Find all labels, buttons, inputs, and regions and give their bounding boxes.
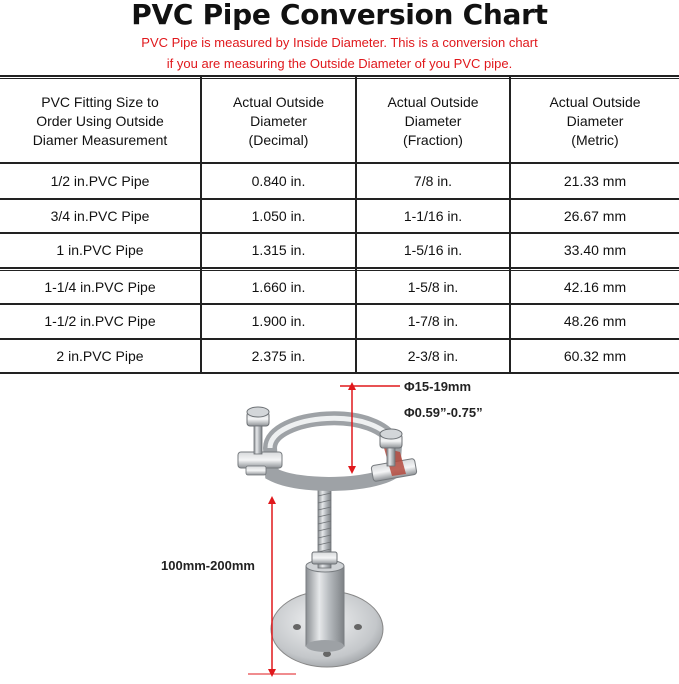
table-cell-size: 1/2 in.PVC Pipe — [50, 172, 150, 189]
table-cell-fraction: 1-5/8 in. — [407, 278, 459, 295]
table-cell-fraction: 1-7/8 in. — [407, 313, 459, 329]
table-cell-decimal: 1.900 in. — [251, 313, 306, 329]
header-fitting-size-line1: PVC Fitting Size to — [41, 93, 159, 110]
table-cell-metric: 42.16 mm — [563, 278, 627, 295]
table-cell-size: 2 in.PVC Pipe — [56, 347, 144, 364]
product-illustration — [0, 374, 679, 679]
header-metric-line1: Actual Outside — [549, 93, 641, 110]
table-cell-size: 1 in.PVC Pipe — [56, 242, 144, 258]
table-cell-metric: 48.26 mm — [563, 313, 627, 329]
page-title: PVC Pipe Conversion Chart — [131, 0, 548, 31]
table-cell-size: 1-1/2 in.PVC Pipe — [44, 313, 156, 329]
table-cell-decimal: 1.315 in. — [251, 242, 306, 258]
header-fitting-size — [0, 79, 200, 163]
subtitle-line-2: if you are measuring the Outside Diameter of you PVC pipe. — [166, 56, 513, 71]
header-decimal — [202, 79, 355, 163]
table-cell-size: 1-1/4 in.PVC Pipe — [44, 278, 156, 295]
table-cell-metric: 60.32 mm — [563, 347, 627, 364]
table-cell-metric: 26.67 mm — [563, 207, 627, 224]
height-range-label: 100mm-200mm — [161, 558, 255, 573]
pipe-clamp-stand-icon — [0, 374, 679, 679]
header-metric — [511, 79, 679, 163]
header-metric-line3: (Metric) — [571, 131, 619, 148]
subtitle-line-1: PVC Pipe is measured by Inside Diameter. This is a conversion chart — [141, 35, 538, 50]
table-cell-metric: 33.40 mm — [563, 242, 627, 258]
table-rule-mid-a — [0, 267, 679, 269]
table-cell-fraction: 7/8 in. — [413, 172, 453, 189]
table-cell-fraction: 1-1/16 in. — [403, 207, 463, 224]
table-cell-metric: 21.33 mm — [563, 172, 627, 189]
table-cell-decimal: 0.840 in. — [251, 172, 306, 189]
table-cell-decimal: 1.660 in. — [251, 278, 306, 295]
table-cell-decimal: 2.375 in. — [251, 347, 306, 364]
header-fitting-size-line2: Order Using Outside — [36, 112, 164, 129]
clamp-range-in-label: Φ0.59”-0.75” — [404, 405, 483, 420]
table-cell-decimal: 1.050 in. — [251, 207, 306, 224]
clamp-range-mm-label: Φ15-19mm — [404, 379, 472, 394]
conversion-table — [0, 75, 679, 374]
header-decimal-line2: Diameter — [250, 112, 307, 129]
table-cell-fraction: 2-3/8 in. — [407, 347, 459, 364]
header-fraction-line3: (Fraction) — [403, 131, 463, 148]
header-fraction-line1: Actual Outside — [387, 93, 479, 110]
header-decimal-line1: Actual Outside — [232, 93, 325, 110]
header-decimal-line3: (Decimal) — [248, 131, 309, 148]
table-rule-top — [0, 75, 679, 77]
table-cell-fraction: 1-5/16 in. — [403, 242, 463, 258]
header-fraction — [357, 79, 509, 163]
table-cell-size: 3/4 in.PVC Pipe — [50, 207, 150, 224]
header-fraction-line2: Diameter — [404, 112, 462, 129]
header-fitting-size-line3: Diamer Measurement — [32, 131, 168, 148]
header-metric-line2: Diameter — [566, 112, 624, 129]
